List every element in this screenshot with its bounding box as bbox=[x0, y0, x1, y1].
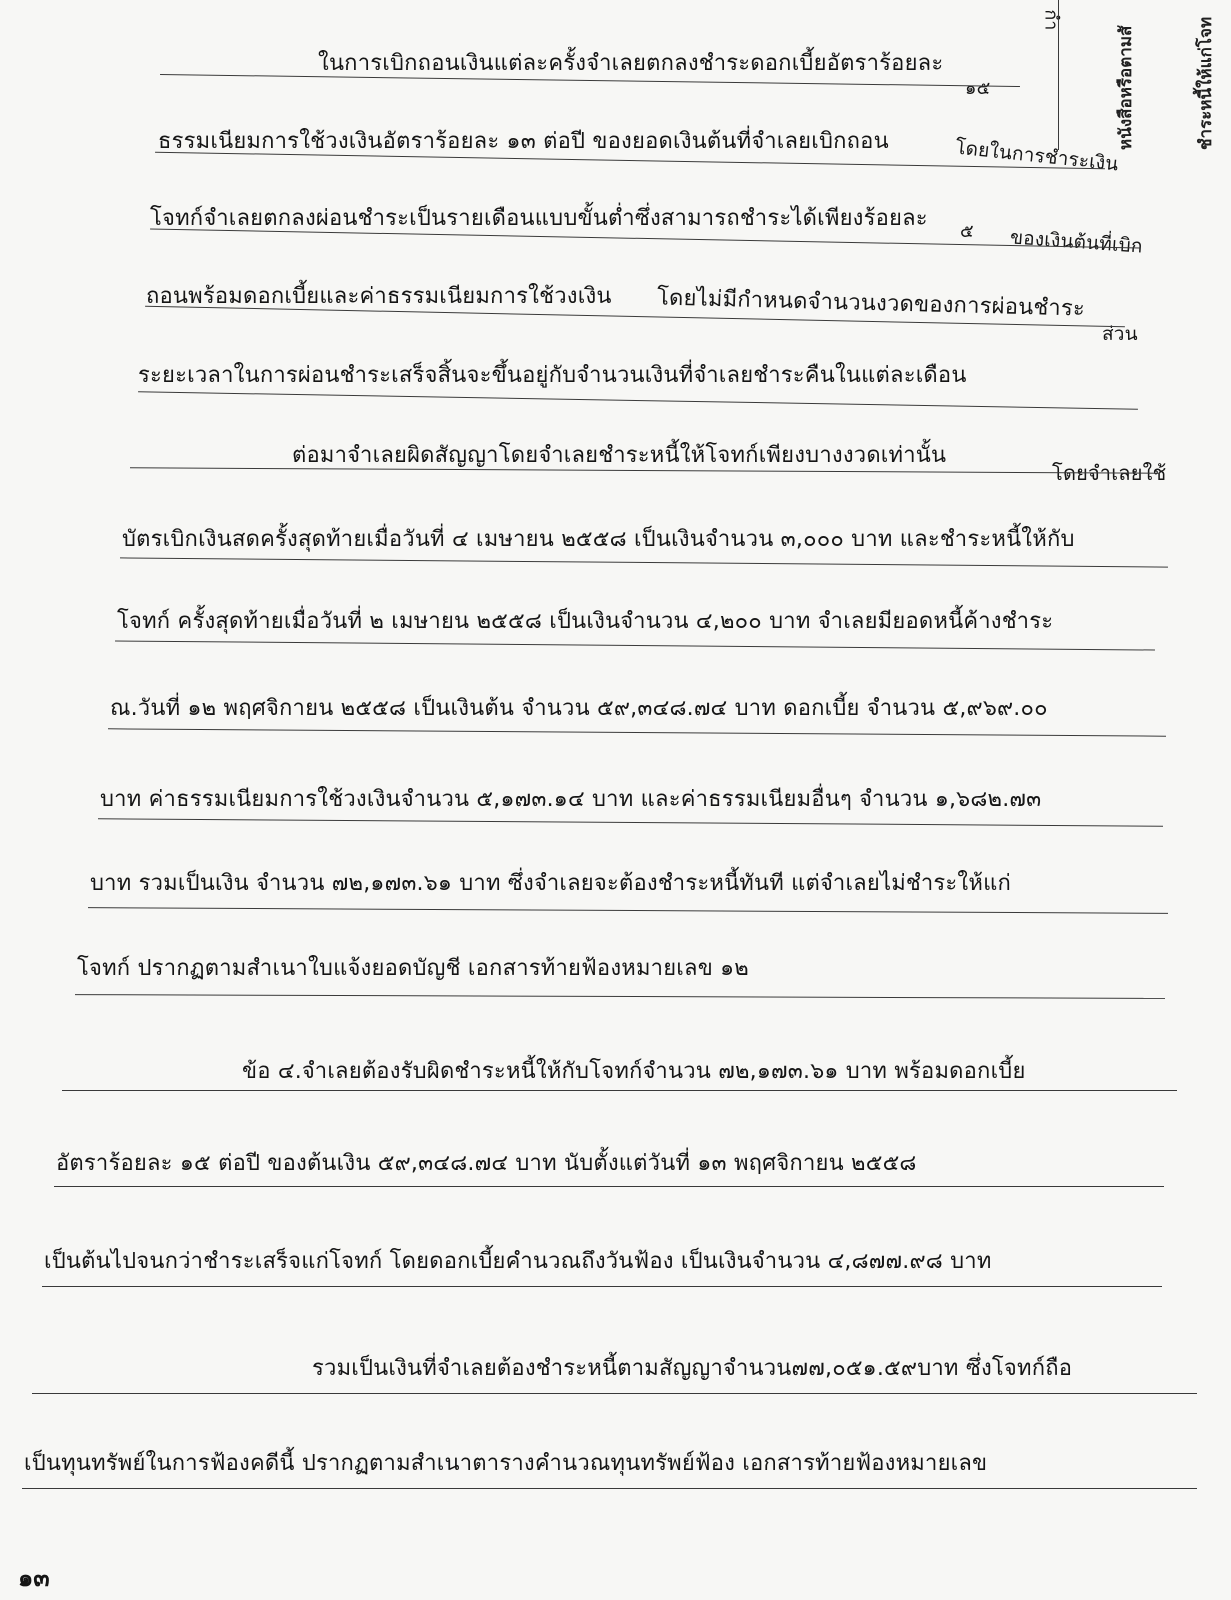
underline bbox=[32, 1393, 1197, 1394]
underline bbox=[120, 557, 1168, 567]
text-line: อัตราร้อยละ ๑๕ ต่อปี ของต้นเงิน ๕๙,๓๔๘.๗๔ บาท นับตั้งแต่วันที่ ๑๓ พฤศจิกายน ๒๕๕๘ bbox=[56, 1151, 917, 1176]
underline bbox=[88, 907, 1168, 914]
text-line: บาท ค่าธรรมเนียมการใช้วงเงินจำนวน ๕,๑๗๓.๑๔ บาท และค่าธรรมเนียมอื่นๆ จำนวน ๑,๖๘๒.๗๓ bbox=[100, 787, 1042, 812]
text-line: เป็นทุนทรัพย์ในการฟ้องคดีนี้ ปรากฏตามสำเนาตารางคำนวณทุนทรัพย์ฟ้อง เอกสารท้ายฟ้องหมายเลข bbox=[24, 1451, 988, 1476]
underline bbox=[42, 1286, 1162, 1287]
text-line: เป็นต้นไปจนกว่าชำระเสร็จแก่โจทก์ โดยดอกเบี้ยคำนวณถึงวันฟ้อง เป็นเงินจำนวน ๔,๘๗๗.๙๘ บาท bbox=[44, 1249, 992, 1274]
text-line: ธรรมเนียมการใช้วงเงินอัตราร้อยละ ๑๓ ต่อปี ของยอดเงินต้นที่จำเลยเบิกถอน bbox=[158, 129, 889, 154]
margin-note-1: หนังสือหรือตามสั bbox=[1116, 25, 1136, 150]
margin-note-2: ชำระหนี้ให้แก่โจท bbox=[1196, 16, 1216, 150]
underline bbox=[54, 1186, 1164, 1187]
text-line: ณ.วันที่ ๑๒ พฤศจิกายน ๒๕๕๘ เป็นเงินต้น จำนวน ๕๙,๓๔๘.๗๔ บาท ดอกเบี้ย จำนวน ๕,๙๖๙.๐๐ bbox=[110, 696, 1048, 721]
text-line: โจทก์จำเลยตกลงผ่อนชำระเป็นรายเดือนแบบขั้นต่ำซึ่งสามารถชำระได้เพียงร้อยละ bbox=[150, 206, 928, 231]
underline bbox=[62, 1090, 1177, 1091]
text-line: ในการเบิกถอนเงินแต่ละครั้งจำเลยตกลงชำระดอกเบี้ยอัตราร้อยละ bbox=[318, 51, 944, 76]
text-line: ข้อ ๔.จำเลยต้องรับผิดชำระหนี้ให้กับโจทก์จำนวน ๗๒,๑๗๓.๖๑ บาท พร้อมดอกเบี้ย bbox=[242, 1059, 1026, 1084]
text-line: ของเงินต้นที่เบิก bbox=[1009, 226, 1144, 258]
underline bbox=[138, 391, 1138, 409]
underline bbox=[75, 994, 1165, 999]
text-line: บาท รวมเป็นเงิน จำนวน ๗๒,๑๗๓.๖๑ บาท ซึ่งจำเลยจะต้องชำระหนี้ทันที แต่จำเลยไม่ชำระให้แก่ bbox=[90, 871, 1011, 896]
text-line: โดยจำเลยใช้ bbox=[1052, 461, 1167, 485]
page-number: ๑๓ bbox=[18, 1564, 50, 1592]
text-line: โจทก์ ปรากฏตามสำเนาใบแจ้งยอดบัญชี เอกสารท้ายฟ้องหมายเลข ๑๒ bbox=[77, 956, 750, 981]
top-fragment: กำ bbox=[1040, 9, 1062, 31]
text-line: ๑๕ bbox=[965, 78, 991, 99]
text-line: รวมเป็นเงินที่จำเลยต้องชำระหนี้ตามสัญญาจำนวน๗๗,๐๕๑.๕๙บาท ซึ่งโจทก์ถือ bbox=[312, 1356, 1073, 1381]
text-line: ระยะเวลาในการผ่อนชำระเสร็จสิ้นจะขึ้นอยู่กับจำนวนเงินที่จำเลยชำระคืนในแต่ละเดือน bbox=[138, 363, 967, 388]
text-line: โดยไม่มีกำหนดจำนวนงวดของการผ่อนชำระ bbox=[656, 285, 1086, 322]
text-line: โจทก์ ครั้งสุดท้ายเมื่อวันที่ ๒ เมษายน ๒๕๕๘ เป็นเงินจำนวน ๔,๒๐๐ บาท จำเลยมียอดหนี้ค้างชำระ bbox=[117, 609, 1054, 634]
margin-vertical-line bbox=[1058, 0, 1059, 150]
text-line: ส่วน bbox=[1102, 323, 1138, 345]
underline bbox=[115, 640, 1155, 650]
text-line: บัตรเบิกเงินสดครั้งสุดท้ายเมื่อวันที่ ๔ เมษายน ๒๕๕๘ เป็นเงินจำนวน ๓,๐๐๐ บาท และชำระหนี้ให้กับ bbox=[122, 527, 1075, 552]
underline bbox=[22, 1488, 1197, 1489]
text-line: โดยในการชำระเงิน bbox=[954, 136, 1120, 176]
underline bbox=[98, 818, 1163, 826]
text-line: ๕ bbox=[960, 221, 974, 242]
text-line: ถอนพร้อมดอกเบี้ยและค่าธรรมเนียมการใช้วงเงิน bbox=[146, 284, 612, 309]
underline bbox=[108, 728, 1166, 736]
text-line: ต่อมาจำเลยผิดสัญญาโดยจำเลยชำระหนี้ให้โจทก์เพียงบางงวดเท่านั้น bbox=[292, 443, 947, 468]
